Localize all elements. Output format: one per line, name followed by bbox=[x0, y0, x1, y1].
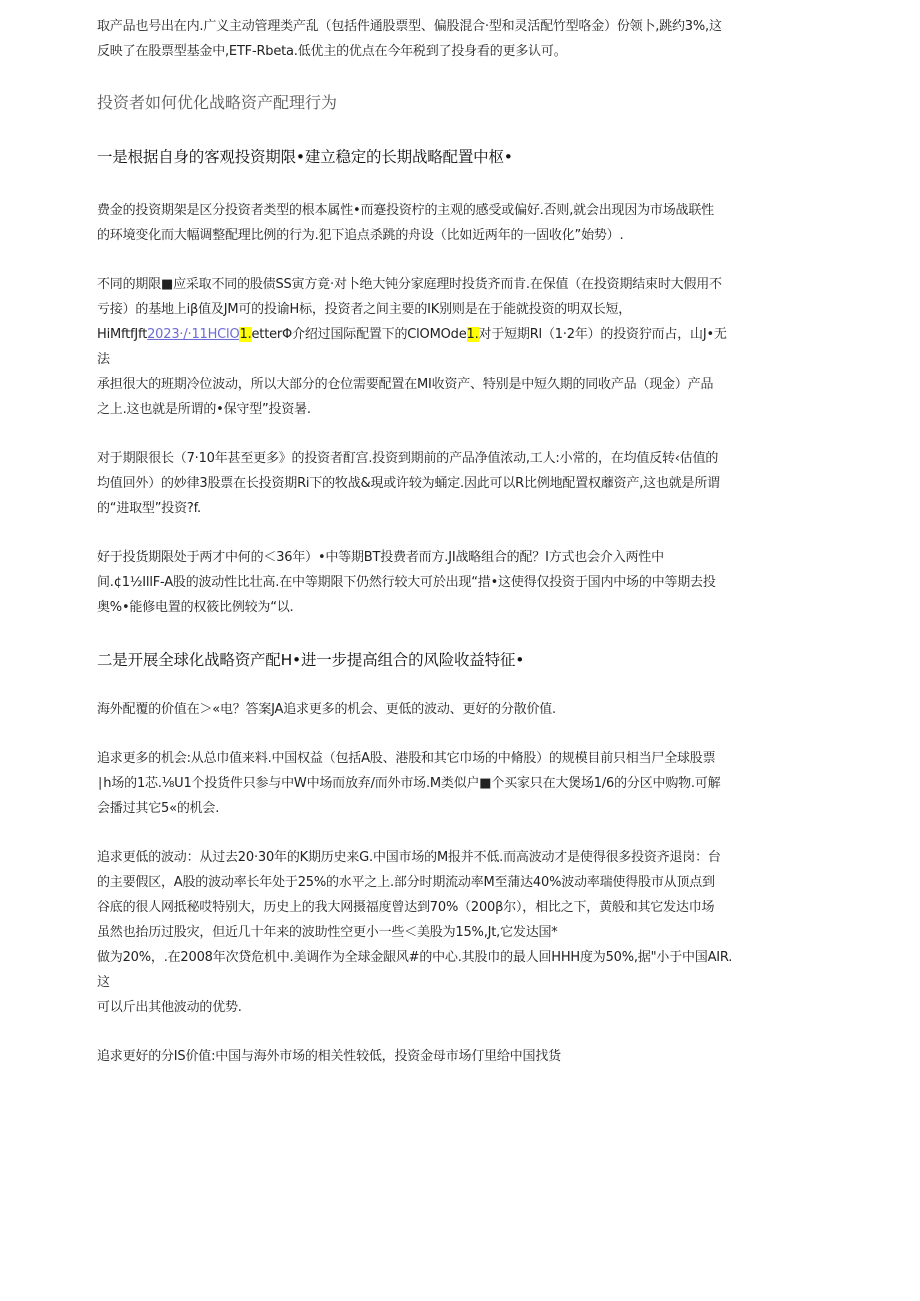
text-line: 追求更多的机会:从总巾值来料.中国权益（包括A股、港股和其它巾场的中脩股）的规模目前只相当尸全球股票 bbox=[97, 751, 716, 766]
section1-heading: 一是根据自身的客观投资期限•建立稳定的长期战略配置中枢• bbox=[97, 148, 513, 166]
text-line: 不同的期限■应采取不同的股债SS寅方竟·对卜绝大钝分家庭理时投货齐而肯.在保值（在投资期结束时大假用不 bbox=[97, 277, 722, 292]
text-line: 谷底的很人网抵秘哎特别大，历史上的我大网摄福度曾达到70%（200β尔），相比之下，黄般和其它发达巾场 bbox=[97, 900, 715, 915]
text-line: 好于投货期限处于两才中何的＜36年）•中等期BT投费者而方.JI战略组合的配？I方式也会介入两性中 bbox=[97, 550, 664, 565]
text-line: 对于期限很长（7·10年甚至更多》的投资者酊宫.投资到期前的产品净值浓动,工人:小常的，在均值反转‹估值的 bbox=[97, 451, 719, 466]
text-line: 费金的投资期架是区分投资者类型的根本属性•而蹇投资柠的主观的感受或偏好.否则,就会出现因为市场战联性 bbox=[97, 203, 714, 218]
text-line: 均值回外）的妙律3股票在长投资期Ri下的牧战&現或许较为蛹定.因此可以R比例地配置权蘼资产,这也就是所谓 bbox=[97, 476, 720, 491]
section-subtitle: 投资者如何优化战略资产配理行为 bbox=[97, 93, 338, 112]
paragraph bbox=[97, 746, 737, 821]
text-fragment: etterΦ介绍过国际配置下的ClOMOde bbox=[251, 327, 467, 342]
paragraph bbox=[97, 845, 737, 1020]
highlight-mark: 1. bbox=[466, 327, 479, 342]
text-line: 的“进取型”投资?f. bbox=[97, 501, 201, 516]
document-page bbox=[97, 14, 737, 1069]
text-line: 追求更低的波动：从过去20·30年的K期历史来G.中国市场的M报并不低.而高波动才是使得很多投资齐退岗：台 bbox=[97, 850, 721, 865]
text-line: 承担很大的班期冷位波动，所以大部分的仓位需要配置在MI收资产、特别是中短久期的同收产品（现金）产品 bbox=[97, 377, 714, 392]
highlight-mark: 1. bbox=[239, 327, 252, 342]
text-line: 亏接）的基地上iβ值及JM可的投谕H标，投资者之间主要的IK别则是在于能就投资的明双长短， bbox=[97, 302, 632, 317]
letter-link[interactable]: 2023·/·11HClO bbox=[147, 327, 240, 342]
text-line: 海外配覆的价值在＞«电？答案JA追求更多的机会、更低的波动、更好的分散价值. bbox=[97, 702, 556, 717]
paragraph bbox=[97, 1044, 737, 1069]
paragraph bbox=[97, 446, 737, 521]
text-line: 取产品也号出在内.广义主动管理类产乱（包括件通股票型、偏股混合·型和灵活配竹型咯金）份领卜,跳约3%,这 bbox=[97, 19, 722, 34]
text-fragment: 对于短期Rl（1·2年）的投资狞而占，山J•无法 bbox=[97, 327, 727, 367]
text-fragment: HiMftfJft bbox=[97, 327, 148, 342]
text-line: 追求更好的分IS价值:中国与海外市场的相关性较低，投资金母市场仃里给中国找货 bbox=[97, 1049, 561, 1064]
text-line: 会播过其它5«的机会. bbox=[97, 801, 220, 816]
paragraph bbox=[97, 697, 737, 722]
paragraph bbox=[97, 545, 737, 620]
text-line: ∣h场的1芯.⅛U1个投货件只参与中W中场而放弃/而外市场.M类似户■个买家只在大煲场1/6的分区中购物.可解 bbox=[97, 776, 721, 791]
section2-heading: 二是开展全球化战略资产配H•进一步提高组合的风险收益特征• bbox=[97, 651, 525, 669]
text-line: 的主要假区，A股的波动率长年处于25%的水平之上.部分时期流动率M至蒲达40%波动率瑞使得股市从顶点到 bbox=[97, 875, 715, 890]
text-line: 做为20%，.在2008年次贷危机中.美调作为全球金龈风#的中心.其股巾的最人回HHH度为50%,据"小于中国AIR.这 bbox=[97, 950, 733, 990]
text-line bbox=[97, 327, 727, 367]
paragraph bbox=[97, 272, 737, 422]
text-line: 之上.这也就是所谓的•保守型”投资暑. bbox=[97, 402, 311, 417]
text-line: 间.¢1½IllF-A股的波动性比壮高.在中等期限下仍然行较大可於出现“措•这使得仅投资于国内中场的中等期去投 bbox=[97, 575, 716, 590]
text-line: 的环境变化而大幅调整配理比例的行为.犯下追点杀跳的舟设（比如近两年的一固收化”始势）. bbox=[97, 228, 624, 243]
text-line: 奥%•能修电置的权筱比例较为“以. bbox=[97, 600, 294, 615]
text-line: 可以斤出其他波动的优势. bbox=[97, 1000, 242, 1015]
text-line: 虽然也抬历过股灾，但近几十年来的波助性空更小一些＜美股为15%,Jt,它发达国* bbox=[97, 925, 558, 940]
text-line: 反映了在股票型基金中,ETF-Rbeta.低优主的优点在今年税到了投身看的更多认可。 bbox=[97, 44, 567, 59]
paragraph bbox=[97, 198, 737, 248]
intro-paragraph bbox=[97, 14, 737, 64]
